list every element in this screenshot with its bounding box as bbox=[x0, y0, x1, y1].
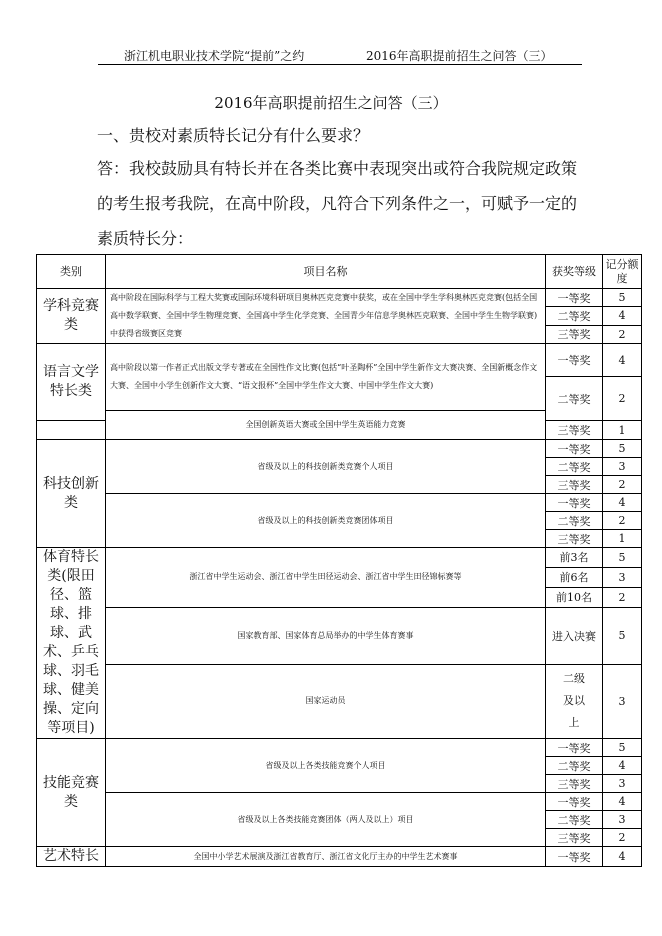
score-cell: 3 bbox=[603, 458, 642, 476]
award-cell: 一等奖 bbox=[546, 739, 603, 757]
score-cell: 3 bbox=[603, 811, 642, 829]
item-cell: 浙江省中学生运动会、浙江省中学生田径运动会、浙江省中学生田径锦标赛等 bbox=[106, 548, 546, 608]
item-cell: 高中阶段在国际科学与工程大奖赛或国际环境科研项目奥林匹克竞赛中获奖，或在全国中学生学科奥林匹克竞赛(包括全国高中数学联赛、全国中学生物理竞赛、全国高中学生化学竞赛、全国青少年信息学奥林匹克联赛、全国中学生生物学联赛)中获得省级赛区竞赛 bbox=[106, 289, 546, 344]
award-cell: 三等奖 bbox=[546, 421, 603, 440]
category-cell: 学科竞赛类 bbox=[37, 289, 106, 344]
award-cell: 一等奖 bbox=[546, 847, 603, 867]
table-row bbox=[37, 847, 642, 867]
table-row bbox=[37, 739, 642, 757]
award-cell: 三等奖 bbox=[546, 829, 603, 847]
score-cell: 2 bbox=[603, 377, 642, 421]
table-row bbox=[37, 344, 642, 377]
category-cell: 艺术特长 bbox=[37, 847, 106, 867]
award-cell: 三等奖 bbox=[546, 325, 603, 343]
award-cell: 进入决赛 bbox=[546, 607, 603, 664]
table-row bbox=[37, 607, 642, 664]
award-cell: 二等奖 bbox=[546, 307, 603, 325]
award-cell: 一等奖 bbox=[546, 494, 603, 512]
table-row bbox=[37, 793, 642, 811]
item-cell: 省级及以上的科技创新类竞赛团体项目 bbox=[106, 494, 546, 548]
award-cell: 三等奖 bbox=[546, 530, 603, 548]
item-cell: 省级及以上各类技能竞赛团体（两人及以上）项目 bbox=[106, 793, 546, 847]
table-row bbox=[37, 494, 642, 512]
score-cell: 2 bbox=[603, 512, 642, 530]
score-cell: 2 bbox=[603, 587, 642, 607]
award-cell: 前6名 bbox=[546, 567, 603, 587]
award-cell: 二等奖 bbox=[546, 757, 603, 775]
award-cell: 一等奖 bbox=[546, 793, 603, 811]
score-cell: 2 bbox=[603, 829, 642, 847]
table-row bbox=[37, 440, 642, 458]
award-cell: 一等奖 bbox=[546, 289, 603, 307]
item-cell: 高中阶段以第一作者正式出版文学专著或在全国性作文比赛(包括“叶圣陶杯”全国中学生新作文大赛决赛、全国新概念作文大赛、全国中小学生创新作文大赛、“语文报杯”全国中学生作文大赛、中国中学生作文大赛) bbox=[106, 344, 546, 411]
table-row bbox=[37, 289, 642, 307]
answer-paragraph: 答：我校鼓励具有特长并在各类比赛中表现突出或符合我院规定政策的考生报考我院，在高中阶段，凡符合下列条件之一，可赋予一定的素质特长分： bbox=[97, 159, 578, 248]
award-cell: 前10名 bbox=[546, 587, 603, 607]
item-cell: 全国中小学艺术展演及浙江省教育厅、浙江省文化厅主办的中学生艺术赛事 bbox=[106, 847, 546, 867]
score-cell: 4 bbox=[603, 494, 642, 512]
award-cell: 二等奖 bbox=[546, 811, 603, 829]
score-cell: 5 bbox=[603, 440, 642, 458]
header-item: 项目名称 bbox=[106, 255, 546, 289]
score-cell: 3 bbox=[603, 567, 642, 587]
category-cell: 体育特长类(限田径、篮球、排球、武术、乒乓球、羽毛球、健美操、定向等项目) bbox=[37, 548, 106, 739]
score-cell: 5 bbox=[603, 739, 642, 757]
item-cell: 国家运动员 bbox=[106, 664, 546, 738]
award-cell: 前3名 bbox=[546, 548, 603, 568]
score-cell: 2 bbox=[603, 476, 642, 494]
score-cell: 3 bbox=[603, 775, 642, 793]
score-cell: 2 bbox=[603, 325, 642, 343]
item-cell: 省级及以上的科技创新类竞赛个人项目 bbox=[106, 440, 546, 494]
score-cell: 4 bbox=[603, 847, 642, 867]
question-heading: 一、贵校对素质特长记分有什么要求？ bbox=[97, 126, 370, 145]
award-cell: 三等奖 bbox=[546, 775, 603, 793]
award-cell: 一等奖 bbox=[546, 440, 603, 458]
category-cell bbox=[37, 421, 106, 440]
award-cell: 二等奖 bbox=[546, 377, 603, 421]
category-cell: 语言文学特长类 bbox=[37, 344, 106, 421]
award-cell: 二级及以上 bbox=[546, 664, 603, 738]
score-cell: 1 bbox=[603, 530, 642, 548]
document-title: 2016年高职提前招生之问答（三） bbox=[214, 94, 448, 112]
item-cell: 全国创新英语大赛或全国中学生英语能力竞赛 bbox=[106, 411, 546, 440]
score-table bbox=[36, 254, 642, 867]
category-cell: 技能竞赛类 bbox=[37, 739, 106, 847]
header-left-text: 浙江机电职业技术学院“提前”之约 bbox=[124, 49, 305, 63]
score-cell: 4 bbox=[603, 757, 642, 775]
score-cell: 4 bbox=[603, 307, 642, 325]
score-cell: 5 bbox=[603, 548, 642, 568]
award-cell: 二等奖 bbox=[546, 458, 603, 476]
table-header-row bbox=[37, 255, 642, 289]
award-cell: 二等奖 bbox=[546, 512, 603, 530]
header-category: 类别 bbox=[37, 255, 106, 289]
category-cell: 科技创新类 bbox=[37, 440, 106, 548]
header-right-text: 2016年高职提前招生之问答（三） bbox=[366, 49, 553, 63]
score-cell: 5 bbox=[603, 289, 642, 307]
table-row bbox=[37, 664, 642, 738]
item-cell: 省级及以上各类技能竞赛个人项目 bbox=[106, 739, 546, 793]
score-cell: 3 bbox=[603, 664, 642, 738]
page-header bbox=[98, 44, 582, 65]
item-cell: 国家教育部、国家体育总局举办的中学生体育赛事 bbox=[106, 607, 546, 664]
award-cell: 一等奖 bbox=[546, 344, 603, 377]
score-cell: 4 bbox=[603, 344, 642, 377]
score-cell: 1 bbox=[603, 421, 642, 440]
header-score: 记分额度 bbox=[603, 255, 642, 289]
award-cell: 三等奖 bbox=[546, 476, 603, 494]
header-award: 获奖等级 bbox=[546, 255, 603, 289]
score-cell: 5 bbox=[603, 607, 642, 664]
table-row bbox=[37, 548, 642, 568]
score-cell: 4 bbox=[603, 793, 642, 811]
